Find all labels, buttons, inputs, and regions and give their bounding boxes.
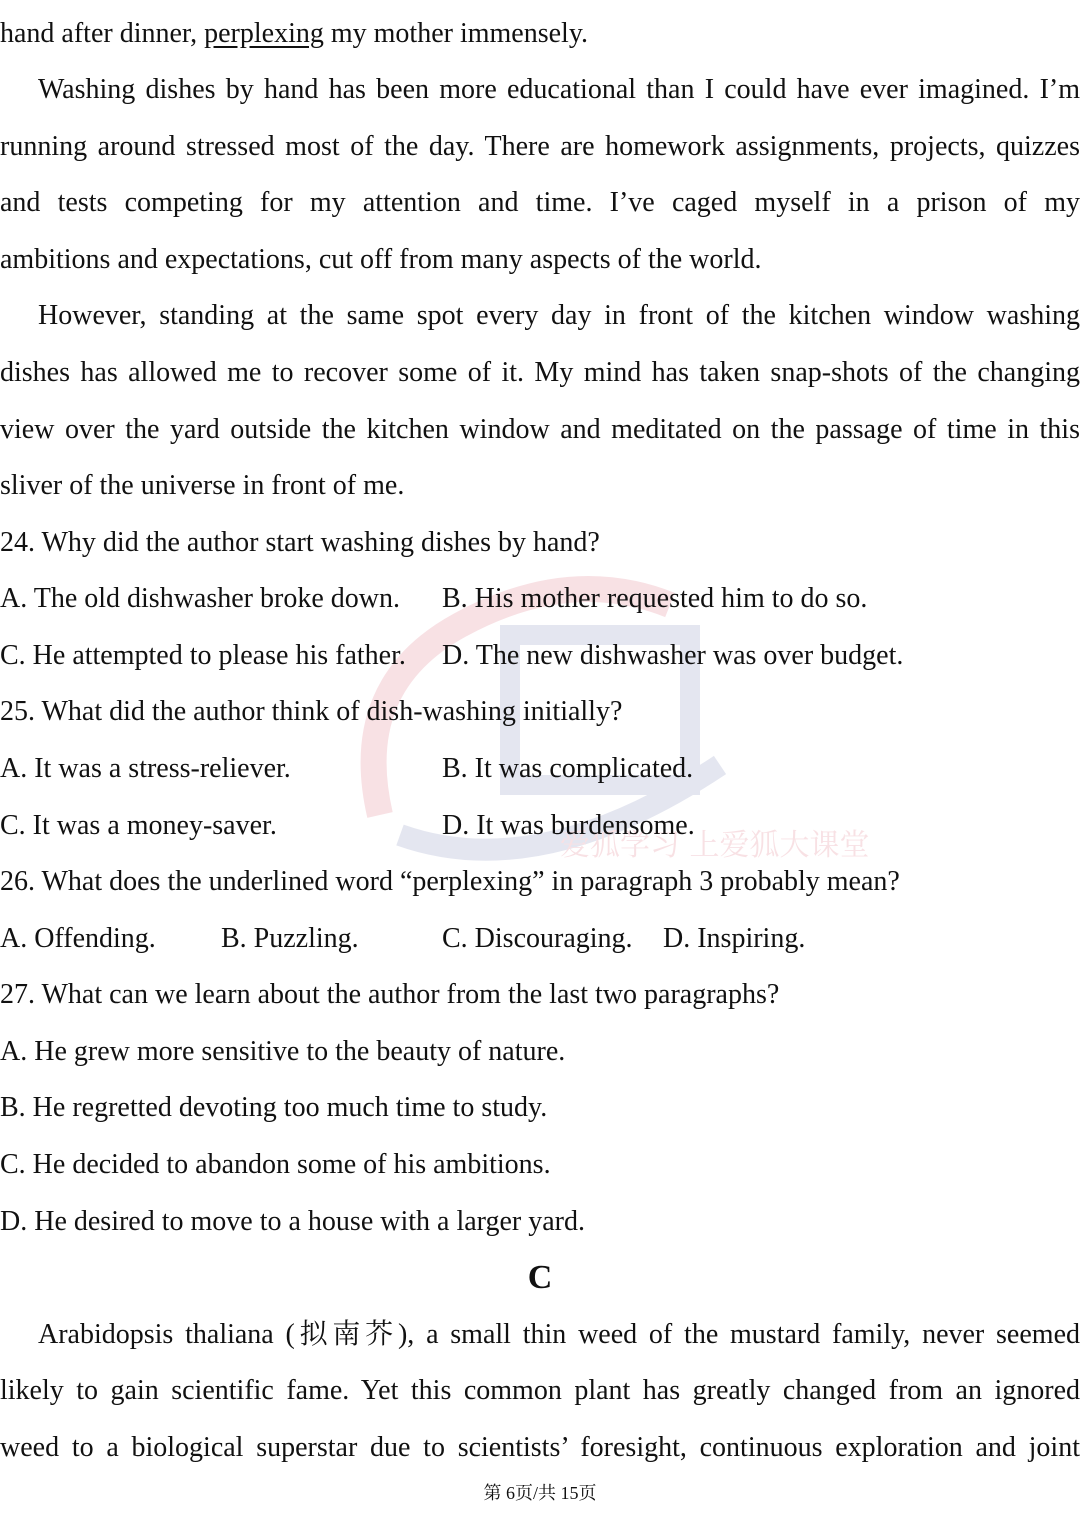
q27-option-d: D. He desired to move to a house with a larger yard. (0, 1206, 585, 1237)
q27-option-a: A. He grew more sensitive to the beauty of nature. (0, 1036, 566, 1067)
q27-option-c: C. He decided to abandon some of his ambitions. (0, 1149, 551, 1180)
paragraph-line: sliver of the universe in front of me. (0, 470, 405, 501)
question-25-stem: 25. What did the author think of dish-washing initially? (0, 696, 623, 727)
paragraph-line: likely to gain scientific fame. Yet this common plant has greatly changed from an ignored (0, 1375, 1080, 1406)
question-27-stem: 27. What can we learn about the author from the last two paragraphs? (0, 979, 780, 1010)
q26-option-d: D. Inspiring. (663, 923, 806, 954)
q24-option-b: B. His mother requested him to do so. (442, 583, 868, 614)
q27-option-b: B. He regretted devoting too much time to study. (0, 1092, 548, 1123)
q25-option-c: C. It was a money-saver. (0, 810, 277, 841)
paragraph-line: view over the yard outside the kitchen window and meditated on the passage of time in this (0, 414, 1080, 445)
q24-option-d: D. The new dishwasher was over budget. (442, 640, 904, 671)
section-heading: C (527, 1259, 553, 1296)
paragraph-line: dishes has allowed me to recover some of it. My mind has taken snap-shots of the changing (0, 357, 1080, 388)
q24-option-c: C. He attempted to please his father. (0, 640, 406, 671)
paragraph-line (0, 14, 1080, 54)
text-segment: my mother immensely. (323, 18, 589, 49)
question-24-stem: 24. Why did the author start washing dishes by hand? (0, 527, 600, 558)
q26-option-b: B. Puzzling. (221, 923, 359, 954)
q26-option-a: A. Offending. (0, 923, 156, 954)
page-number: 第 6页/共 15页 (483, 1483, 597, 1503)
paragraph-line: weed to a biological superstar due to scientists’ foresight, continuous exploration and joint (0, 1432, 1080, 1463)
paragraph-line: Arabidopsis thaliana (拟南芥), a small thin weed of the mustard family, never seemed (38, 1319, 1080, 1350)
q26-option-c: C. Discouraging. (442, 923, 633, 954)
question-26-stem: 26. What does the underlined word “perplexing” in paragraph 3 probably mean? (0, 866, 900, 897)
paragraph-line: and tests competing for my attention and time. I’ve caged myself in a prison of my (0, 187, 1080, 218)
paragraph-line: Washing dishes by hand has been more educational than I could have ever imagined. I’m (38, 74, 1080, 105)
paragraph-line: running around stressed most of the day. There are homework assignments, projects, quizzes (0, 131, 1080, 162)
watermark-text: 爱狐学习 上爱狐大课堂 (560, 828, 870, 863)
q25-option-b: B. It was complicated. (442, 753, 694, 784)
paragraph-line: However, standing at the same spot every day in front of the kitchen window washing (38, 300, 1080, 331)
text-segment: hand after dinner, (0, 18, 205, 49)
underlined-word: perplexing (204, 18, 324, 49)
q25-option-d: D. It was burdensome. (442, 810, 695, 841)
paragraph-line: ambitions and expectations, cut off from many aspects of the world. (0, 244, 762, 275)
q24-option-a: A. The old dishwasher broke down. (0, 583, 400, 614)
q25-option-a: A. It was a stress-reliever. (0, 753, 291, 784)
